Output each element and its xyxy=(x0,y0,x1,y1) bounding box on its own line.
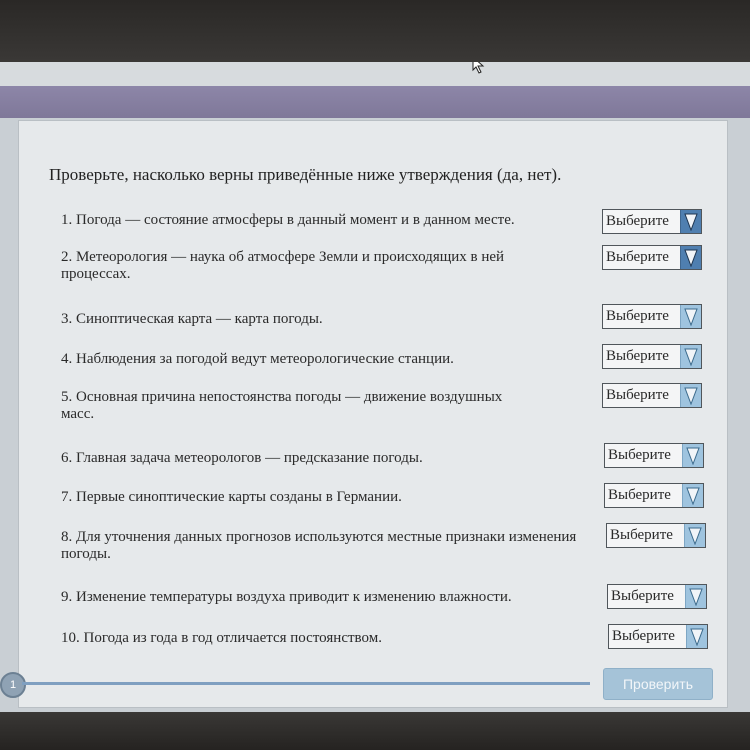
dropdown-arrow-icon[interactable] xyxy=(684,524,705,547)
statement-text: 7. Первые синоптические карты созданы в Германии. xyxy=(61,489,402,505)
answer-select-5[interactable] xyxy=(602,383,702,408)
dropdown-arrow-icon[interactable] xyxy=(680,345,701,368)
dropdown-arrow-icon[interactable] xyxy=(682,444,703,467)
answer-select-9[interactable] xyxy=(607,584,707,609)
statement-text: 4. Наблюдения за погодой ведут метеорологические станции. xyxy=(61,351,454,367)
header-band xyxy=(0,86,750,118)
monitor-bezel-bottom xyxy=(0,712,750,750)
answer-select-4[interactable] xyxy=(602,344,702,369)
monitor-bezel-top xyxy=(0,0,750,62)
answer-select-10[interactable] xyxy=(608,624,708,649)
dropdown-arrow-icon[interactable] xyxy=(685,585,706,608)
screen xyxy=(0,62,750,712)
select-value: Выберите xyxy=(606,213,669,229)
answer-select-1[interactable] xyxy=(602,209,702,234)
browser-top-strip xyxy=(0,62,750,86)
answer-select-6[interactable] xyxy=(604,443,704,468)
footer-bar xyxy=(0,662,750,712)
dropdown-arrow-icon[interactable] xyxy=(686,625,707,648)
select-value: Выберите xyxy=(608,487,671,503)
statement-text: 8. Для уточнения данных прогнозов используются местные признаки изменения погоды. xyxy=(61,529,577,562)
page-indicator[interactable]: 1 xyxy=(0,672,26,698)
dropdown-arrow-icon[interactable] xyxy=(680,210,701,233)
statement-text: 6. Главная задача метеорологов — предсказание погоды. xyxy=(61,450,423,466)
statement-text: 2. Метеорология — наука об атмосфере Земли и происходящих в ней процессах. xyxy=(61,249,505,282)
select-value: Выберите xyxy=(608,447,671,463)
dropdown-arrow-icon[interactable] xyxy=(680,384,701,407)
mouse-cursor-icon xyxy=(472,62,486,74)
dropdown-arrow-icon[interactable] xyxy=(680,246,701,269)
select-value: Выберите xyxy=(606,387,669,403)
quiz-panel xyxy=(18,120,728,708)
answer-select-2[interactable] xyxy=(602,245,702,270)
statement-text: 5. Основная причина непостоянства погоды — движение воздушных масс. xyxy=(61,389,503,422)
select-value: Выберите xyxy=(606,308,669,324)
select-value: Выберите xyxy=(606,348,669,364)
answer-select-8[interactable] xyxy=(606,523,706,548)
check-button[interactable]: Проверить xyxy=(603,668,713,700)
statement-text: 1. Погода — состояние атмосферы в данный момент и в данном месте. xyxy=(61,212,515,228)
select-value: Выберите xyxy=(611,588,674,604)
answer-select-7[interactable] xyxy=(604,483,704,508)
progress-track xyxy=(22,682,590,685)
select-value: Выберите xyxy=(612,628,675,644)
question-text: Проверьте, насколько верны приведённые ниже утверждения (да, нет). xyxy=(49,165,562,184)
statement-text: 9. Изменение температуры воздуха приводит к изменению влажности. xyxy=(61,589,512,605)
statement-text: 10. Погода из года в год отличается постоянством. xyxy=(61,630,382,646)
answer-select-3[interactable] xyxy=(602,304,702,329)
statement-text: 3. Синоптическая карта — карта погоды. xyxy=(61,311,323,327)
dropdown-arrow-icon[interactable] xyxy=(680,305,701,328)
select-value: Выберите xyxy=(610,527,673,543)
dropdown-arrow-icon[interactable] xyxy=(682,484,703,507)
select-value: Выберите xyxy=(606,249,669,265)
